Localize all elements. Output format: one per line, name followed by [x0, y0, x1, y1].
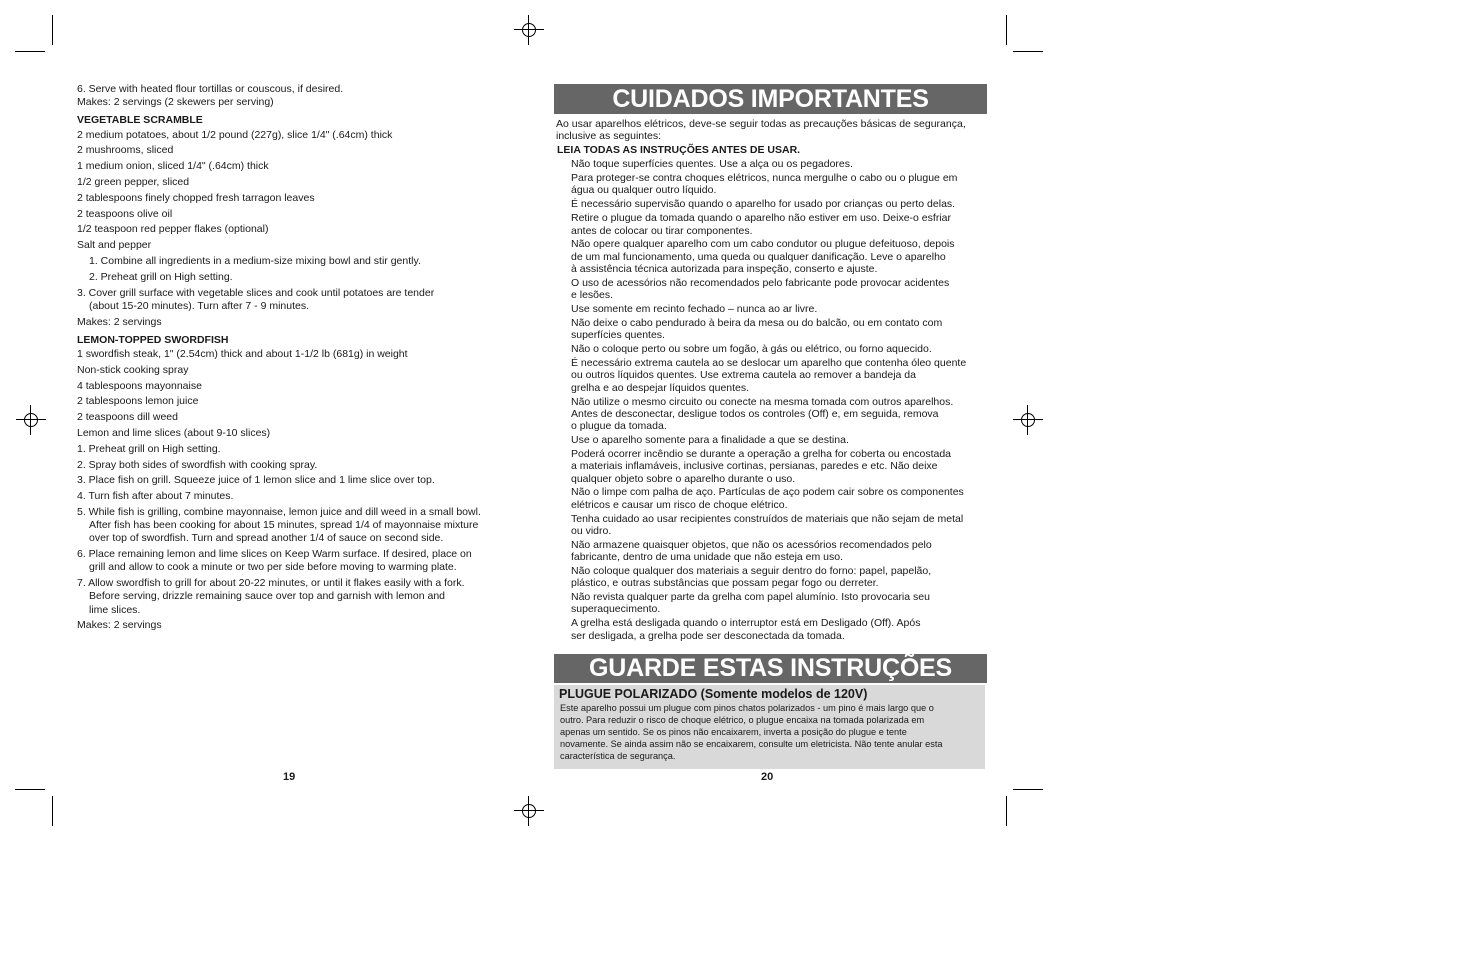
- crop-mark: [1006, 15, 1007, 45]
- page-number: 19: [283, 771, 296, 783]
- list-item: Poderá ocorrer incêndio se durante a operação a grelha for coberta ou encostada a materiais inflamáveis, inclusive cortinas, persianas, paredes e etc. Não deixe qualquer objeto sobre o aparelho durante o uso.: [571, 447, 951, 485]
- step: 4. Turn fish after about 7 minutes.: [77, 490, 234, 503]
- list-item: Não revista qualquer parte da grelha com papel alumínio. Isto provocaria seu superaquecimento.: [571, 591, 930, 616]
- text-line: Este aparelho possui um plugue com pinos chatos polarizados - um pino é mais largo que o: [560, 703, 934, 713]
- text-line: 6. Serve with heated flour tortillas or couscous, if desired.: [77, 83, 344, 95]
- ingredient: Salt and pepper: [77, 239, 152, 252]
- ingredient: Lemon and lime slices (about 9-10 slices): [77, 426, 271, 439]
- ingredient: 1/2 teaspoon red pepper flakes (optional): [77, 223, 269, 236]
- ingredient: 1 swordfish steak, 1" (2.54cm) thick and about 1-1/2 lb (681g) in weight: [77, 347, 408, 360]
- list-item: É necessário extrema cautela ao se deslocar um aparelho que contenha óleo quente ou outros líquidos quentes. Use extrema cautela ao remover a bandeja da grelha e ao despejar líquidos quentes.: [571, 357, 967, 394]
- step: 3. Cover grill surface with vegetable slices and cook until potatoes are tender (about 15-20 minutes). Turn after 7 - 9 minutes.: [77, 286, 435, 312]
- ingredient: 4 tablespoons mayonnaise: [77, 379, 202, 392]
- step: 1. Combine all ingredients in a medium-size mixing bowl and stir gently.: [89, 254, 421, 267]
- section-banner: GUARDE ESTAS INSTRUÇÕES: [554, 654, 987, 683]
- list-heading: LEIA TODAS AS INSTRUÇÕES ANTES DE USAR.: [557, 144, 801, 156]
- ingredient: 2 tablespoons lemon juice: [77, 395, 199, 408]
- list-item: Não o limpe com palha de aço. Partículas de aço podem cair sobre os componentes elétricos e causar um risco de choque elétrico.: [571, 486, 964, 511]
- ingredient: 2 medium potatoes, about 1/2 pound (227g), slice 1/4" (.64cm) thick: [77, 128, 393, 141]
- step: 5. While fish is grilling, combine mayonnaise, lemon juice and dill weed in a small bowl. After fish has been cooking for about 15 minutes, spread 1/4 of mayonnaise mixture over top of swordfish. Turn and spread another 1/4 of sauce on second side.: [77, 505, 481, 545]
- list-item: Não toque superfícies quentes. Use a alça ou os pegadores.: [571, 158, 853, 171]
- step: 3. Place fish on grill. Squeeze juice of 1 lemon slice and 1 lime slice over top.: [77, 474, 435, 487]
- ingredient: 2 teaspoons olive oil: [77, 207, 173, 220]
- safety-list: [557, 144, 987, 642]
- registration-mark-icon: [16, 405, 46, 435]
- list-item: Não deixe o cabo pendurado à beira da mesa ou do balcão, ou em contato com superfícies quentes.: [571, 317, 943, 342]
- crop-mark: [1013, 789, 1043, 790]
- list-item: A grelha está desligada quando o interruptor está em Desligado (Off). Após ser desligada, a grelha pode ser desconectada da tomada.: [571, 617, 921, 642]
- step: 2. Preheat grill on High setting.: [89, 270, 233, 283]
- intro-paragraph: [556, 119, 986, 143]
- list-item: Não armazene quaisquer objetos, que não os acessórios recomendados pelo fabricante, dentro de uma unidade que não esteja em uso.: [571, 538, 932, 564]
- crop-mark: [15, 51, 45, 52]
- makes-line: Makes: 2 servings: [77, 619, 162, 632]
- crop-mark: [15, 789, 45, 790]
- list-item: É necessário supervisão quando o aparelho for usado por crianças ou perto delas.: [571, 198, 956, 211]
- ingredient: 2 teaspoons dill weed: [77, 411, 178, 424]
- crop-mark: [52, 15, 53, 45]
- text-line: inclusive as seguintes:: [556, 129, 662, 142]
- left-page-column: [77, 83, 507, 633]
- section-banner: CUIDADOS IMPORTANTES: [554, 84, 987, 114]
- list-item: O uso de acessórios não recomendados pelo fabricante pode provocar acidentes e lesões.: [571, 276, 950, 302]
- text-line: Makes: 2 servings (2 skewers per serving): [77, 96, 274, 109]
- crop-mark: [1013, 51, 1043, 52]
- recipe-title: LEMON-TOPPED SWORDFISH: [77, 333, 229, 346]
- list-item: Use somente em recinto fechado – nunca ao ar livre.: [571, 303, 818, 316]
- list-item: Use o aparelho somente para a finalidade a que se destina.: [571, 434, 849, 447]
- text-line: característica de segurança.: [560, 751, 676, 761]
- box-text: [560, 702, 982, 762]
- registration-mark-icon: [514, 796, 544, 826]
- text-line: novamente. Se ainda assim não se encaixarem, consulte um eletricista. Não tente anular esta: [560, 739, 943, 749]
- ingredient: 1/2 green pepper, sliced: [77, 176, 190, 188]
- step: 2. Spray both sides of swordfish with cooking spray.: [77, 458, 318, 471]
- step: 7. Allow swordfish to grill for about 20-22 minutes, or until it flakes easily with a fork. Before serving, drizzle remaining sauce over top and garnish with lemon and lime slices.: [77, 577, 465, 616]
- list-item: Não o coloque perto ou sobre um fogão, à gás ou elétrico, ou forno aquecido.: [571, 343, 932, 356]
- list-item: Para proteger-se contra choques elétricos, nunca mergulhe o cabo ou o plugue em água ou qualquer outro líquido.: [571, 172, 958, 197]
- box-title: PLUGUE POLARIZADO (Somente modelos de 120V): [559, 687, 868, 701]
- ingredient: Non-stick cooking spray: [77, 363, 189, 376]
- list-item: Não opere qualquer aparelho com um cabo condutor ou plugue defeituoso, depois de um mal funcionamento, uma queda ou qualquer danificação. Leve o aparelho à assistência técnica autorizada para inspeção, conserto e ajuste.: [571, 238, 955, 276]
- text-line: outro. Para reduzir o risco de choque elétrico, o plugue encaixa na tomada polarizada em: [560, 715, 925, 725]
- ingredient: 1 medium onion, sliced 1/4" (.64cm) thick: [77, 160, 269, 173]
- crop-mark: [52, 796, 53, 826]
- page-number: 20: [761, 771, 774, 783]
- step: 6. Place remaining lemon and lime slices on Keep Warm surface. If desired, place on grill and allow to cook a minute or two per side before moving to warming plate.: [77, 548, 472, 574]
- text-line: apenas um sentido. Se os pinos não encaixarem, inverta a posição do plugue e tente: [560, 727, 907, 737]
- list-item: Tenha cuidado ao usar recipientes construídos de materiais que não sejam de metal ou vidro.: [571, 512, 964, 537]
- step: 1. Preheat grill on High setting.: [77, 442, 221, 455]
- list-item: Retire o plugue da tomada quando o aparelho não estiver em uso. Deixe-o esfriar antes de colocar ou tirar componentes.: [571, 212, 951, 237]
- list-item: Não coloque qualquer dos materiais a seguir dentro do forno: papel, papelão, plástico, e outras substâncias que possam pegar fogo ou derreter.: [571, 565, 932, 590]
- recipe-title: VEGETABLE SCRAMBLE: [77, 114, 203, 127]
- list-item: Não utilize o mesmo circuito ou conecte na mesma tomada com outros aparelhos. Antes de desconectar, desligue todos os controles (Off) e, em seguida, remova o plugue da tomada.: [571, 395, 954, 433]
- registration-mark-icon: [514, 15, 544, 45]
- ingredient: 2 tablespoons finely chopped fresh tarragon leaves: [77, 191, 315, 204]
- ingredient: 2 mushrooms, sliced: [77, 144, 174, 157]
- registration-mark-icon: [1013, 405, 1043, 435]
- makes-line: Makes: 2 servings: [77, 315, 162, 328]
- crop-mark: [1006, 796, 1007, 826]
- text-line: Ao usar aparelhos elétricos, deve-se seguir todas as precauções básicas de segurança,: [556, 118, 966, 130]
